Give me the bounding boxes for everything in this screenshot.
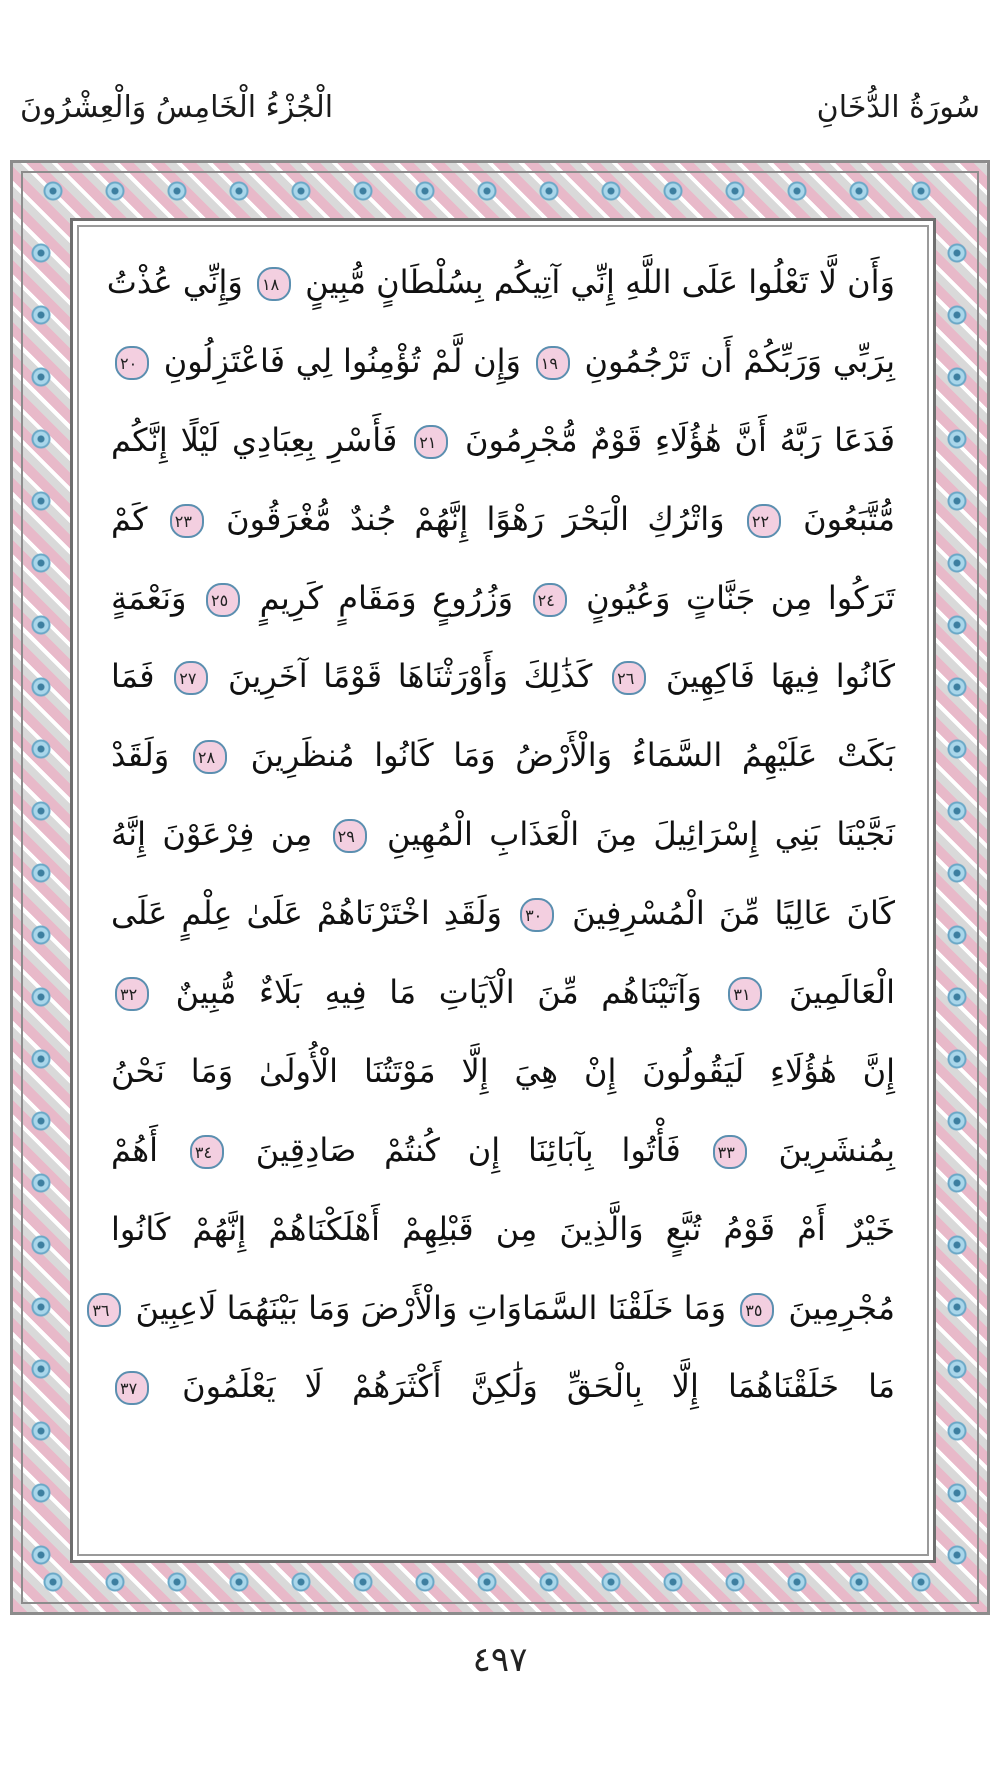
ayah-number-marker: ٢٩ <box>333 819 367 853</box>
rosette-ornament <box>167 181 187 201</box>
rosette-ornament <box>31 863 51 883</box>
ayah-number-marker: ٣٧ <box>115 1371 149 1405</box>
rosette-ornament <box>539 181 559 201</box>
rosette-ornament <box>539 1572 559 1592</box>
rosette-ornament <box>353 1572 373 1592</box>
rosette-ornament <box>31 367 51 387</box>
rosette-ornament <box>947 801 967 821</box>
verse-text: بِرَبِّي وَرَبِّكُمْ أَن تَرْجُمُونِ <box>584 341 896 380</box>
rosette-ornament <box>849 181 869 201</box>
rosette-ornament <box>849 1572 869 1592</box>
ayah-number-marker: ٣٦ <box>87 1293 121 1327</box>
verse-text: أَهُمْ <box>111 1130 159 1169</box>
rosette-ornament <box>947 987 967 1007</box>
rosette-ornament <box>43 1572 63 1592</box>
rosette-ornament <box>31 677 51 697</box>
rosette-ornament <box>229 181 249 201</box>
verse-line <box>111 1032 895 1111</box>
ayah-number-marker: ٢٥ <box>206 583 240 617</box>
rosette-ornament <box>947 1421 967 1441</box>
ayah-number-marker: ٢٤ <box>533 583 567 617</box>
ayah-number-marker: ٣٤ <box>190 1135 224 1169</box>
rosette-ornament <box>601 181 621 201</box>
rosette-ornament <box>415 1572 435 1592</box>
verse-text: خَيْرٌ أَمْ قَوْمُ تُبَّعٍ وَالَّذِينَ مِن قَبْلِهِمْ أَهْلَكْنَاهُمْ إِنَّهُمْ كَانُوا <box>111 1209 895 1248</box>
rosette-ornament <box>477 181 497 201</box>
rosette-ornament <box>947 863 967 883</box>
verse-text: فَأَسْرِ بِعِبَادِي لَيْلًا إِنَّكُم <box>111 420 398 459</box>
rosette-ornament <box>31 1111 51 1131</box>
ayah-number-marker: ٢١ <box>414 425 448 459</box>
rosette-ornament <box>947 429 967 449</box>
rosette-ornament <box>947 1173 967 1193</box>
verse-line <box>111 716 895 795</box>
verse-text: وَإِن لَّمْ تُؤْمِنُوا لِي فَاعْتَزِلُونِ <box>163 341 522 380</box>
rosette-ornament <box>911 1572 931 1592</box>
verse-line <box>111 1347 895 1426</box>
ayah-number-marker: ٢٠ <box>115 346 149 380</box>
ornamental-frame <box>10 160 990 1615</box>
ayah-number-marker: ٣٥ <box>740 1293 774 1327</box>
ayah-number-marker: ٢٢ <box>747 504 781 538</box>
ayah-number-marker: ٣٣ <box>713 1135 747 1169</box>
rosette-ornament <box>105 1572 125 1592</box>
verse-text: الْعَالَمِينَ <box>788 973 896 1012</box>
rosette-ornament <box>105 181 125 201</box>
verse-line <box>111 795 895 874</box>
verse-text: وَزُرُوعٍ وَمَقَامٍ كَرِيمٍ <box>259 578 514 617</box>
rosette-ornament <box>31 1049 51 1069</box>
verse-line <box>92 1269 895 1348</box>
rosette-ornament <box>663 1572 683 1592</box>
rosette-ornament <box>31 1173 51 1193</box>
rosette-ornament <box>31 1359 51 1379</box>
rosette-ornament <box>167 1572 187 1592</box>
rosette-ornament <box>947 243 967 263</box>
page-number: ٤٩٧ <box>472 1640 528 1680</box>
verse-line <box>111 953 895 1032</box>
verse-text: كَانُوا فِيهَا فَاكِهِينَ <box>665 657 896 696</box>
ayah-number-marker: ١٨ <box>257 267 291 301</box>
rosette-ornament <box>31 1235 51 1255</box>
verse-line <box>106 243 895 322</box>
rosette-ornament <box>415 181 435 201</box>
rosette-ornament <box>31 925 51 945</box>
rosette-ornament <box>947 677 967 697</box>
rosette-ornament <box>911 181 931 201</box>
rosette-ornament <box>947 491 967 511</box>
verse-text: وَلَقَدِ اخْتَرْنَاهُمْ عَلَىٰ عِلْمٍ عَلَى <box>111 894 502 933</box>
rosette-ornament <box>947 1049 967 1069</box>
rosette-ornament <box>787 1572 807 1592</box>
verse-line <box>111 322 895 401</box>
verse-text: بَكَتْ عَلَيْهِمُ السَّمَاءُ وَالْأَرْضُ وَمَا كَانُوا مُنظَرِينَ <box>250 736 896 775</box>
rosette-ornament <box>947 1483 967 1503</box>
verse-line <box>111 480 895 559</box>
rosette-ornament <box>229 1572 249 1592</box>
verse-text: مُّتَّبَعُونَ <box>803 499 896 538</box>
verse-text: وَنَعْمَةٍ <box>111 578 187 617</box>
rosette-ornament <box>947 367 967 387</box>
rosette-ornament <box>787 181 807 201</box>
rosette-ornament <box>291 1572 311 1592</box>
verse-text: مَا خَلَقْنَاهُمَا إِلَّا بِالْحَقِّ وَلَٰكِنَّ أَكْثَرَهُمْ لَا يَعْلَمُونَ <box>182 1367 896 1406</box>
verse-line <box>111 559 895 638</box>
verse-text: كَمْ <box>111 499 148 538</box>
verse-line <box>111 401 895 480</box>
rosette-ornament <box>31 739 51 759</box>
rosette-ornament <box>43 181 63 201</box>
rosette-ornament <box>353 181 373 201</box>
rosette-ornament <box>947 739 967 759</box>
verse-line <box>111 1111 895 1190</box>
rosette-ornament <box>947 1359 967 1379</box>
ayah-number-marker: ٣٢ <box>115 977 149 1011</box>
rosette-ornament <box>725 181 745 201</box>
verse-text: وَلَقَدْ <box>111 736 170 775</box>
verse-text: فَدَعَا رَبَّهُ أَنَّ هَٰؤُلَاءِ قَوْمٌ مُّجْرِمُونَ <box>465 420 896 459</box>
rosette-ornament <box>31 801 51 821</box>
rosette-ornament <box>947 305 967 325</box>
juz-title: الْجُزْءُ الْخَامِسُ وَالْعِشْرُونَ <box>20 89 334 125</box>
verse-text: مِن فِرْعَوْنَ إِنَّهُ <box>111 815 313 854</box>
verse-text: كَذَٰلِكَ وَأَوْرَثْنَاهَا قَوْمًا آخَرِينَ <box>227 657 593 696</box>
ayah-number-marker: ١٩ <box>536 346 570 380</box>
rosette-ornament <box>601 1572 621 1592</box>
rosette-ornament <box>947 925 967 945</box>
rosette-ornament <box>31 1483 51 1503</box>
surah-title: سُورَةُ الدُّخَانِ <box>816 89 980 125</box>
rosette-ornament <box>31 305 51 325</box>
rosette-ornament <box>947 1235 967 1255</box>
rosette-ornament <box>725 1572 745 1592</box>
rosette-ornament <box>663 181 683 201</box>
verse-text: فَأْتُوا بِآبَائِنَا إِن كُنتُمْ صَادِقِينَ <box>255 1130 681 1169</box>
verse-text: وَأَن لَّا تَعْلُوا عَلَى اللَّهِ إِنِّي آتِيكُم بِسُلْطَانٍ مُّبِينٍ <box>305 263 895 301</box>
verse-text: وَإِنِّي عُذْتُ <box>106 263 243 301</box>
rosette-ornament <box>31 1421 51 1441</box>
rosette-ornament <box>31 491 51 511</box>
verse-text: تَرَكُوا مِن جَنَّاتٍ وَعُيُونٍ <box>586 578 896 617</box>
rosette-ornament <box>947 1545 967 1565</box>
ayah-number-marker: ٣٠ <box>520 898 554 932</box>
verse-text: كَانَ عَالِيًا مِّنَ الْمُسْرِفِينَ <box>572 894 896 933</box>
rosette-ornament <box>31 243 51 263</box>
verse-line <box>111 1190 895 1269</box>
rosette-ornament <box>31 1545 51 1565</box>
verse-text: وَمَا خَلَقْنَا السَّمَاوَاتِ وَالْأَرْضَ وَمَا بَيْنَهُمَا لَاعِبِينَ <box>135 1288 727 1327</box>
rosette-ornament <box>947 553 967 573</box>
verse-text: بِمُنشَرِينَ <box>778 1130 896 1169</box>
ayah-number-marker: ٢٧ <box>174 661 208 695</box>
rosette-ornament <box>31 1297 51 1317</box>
rosette-ornament <box>31 615 51 635</box>
verse-line <box>111 637 895 716</box>
page-header <box>20 82 980 132</box>
rosette-ornament <box>291 181 311 201</box>
verse-line <box>111 874 895 953</box>
quran-text-panel <box>70 218 936 1563</box>
ayah-number-marker: ٢٣ <box>170 504 204 538</box>
verse-text: إِنَّ هَٰؤُلَاءِ لَيَقُولُونَ إِنْ هِيَ إِلَّا مَوْتَتُنَا الْأُولَىٰ وَمَا نَحْنُ <box>111 1051 895 1090</box>
verse-text: نَجَّيْنَا بَنِي إِسْرَائِيلَ مِنَ الْعَذَابِ الْمُهِينِ <box>387 815 896 854</box>
rosette-ornament <box>947 1111 967 1131</box>
rosette-ornament <box>31 553 51 573</box>
verse-text: وَآتَيْنَاهُم مِّنَ الْآيَاتِ مَا فِيهِ بَلَاءٌ مُّبِينٌ <box>175 973 702 1012</box>
rosette-ornament <box>477 1572 497 1592</box>
rosette-ornament <box>947 615 967 635</box>
rosette-ornament <box>947 1297 967 1317</box>
ayah-number-marker: ٢٨ <box>193 740 227 774</box>
verse-text: فَمَا <box>111 657 155 696</box>
verse-text: مُجْرِمِينَ <box>788 1288 895 1327</box>
verse-text: وَاتْرُكِ الْبَحْرَ رَهْوًا إِنَّهُمْ جُندٌ مُّغْرَقُونَ <box>226 499 725 538</box>
ayah-number-marker: ٣١ <box>728 977 762 1011</box>
rosette-ornament <box>31 987 51 1007</box>
rosette-ornament <box>31 429 51 449</box>
ayah-number-marker: ٢٦ <box>612 661 646 695</box>
